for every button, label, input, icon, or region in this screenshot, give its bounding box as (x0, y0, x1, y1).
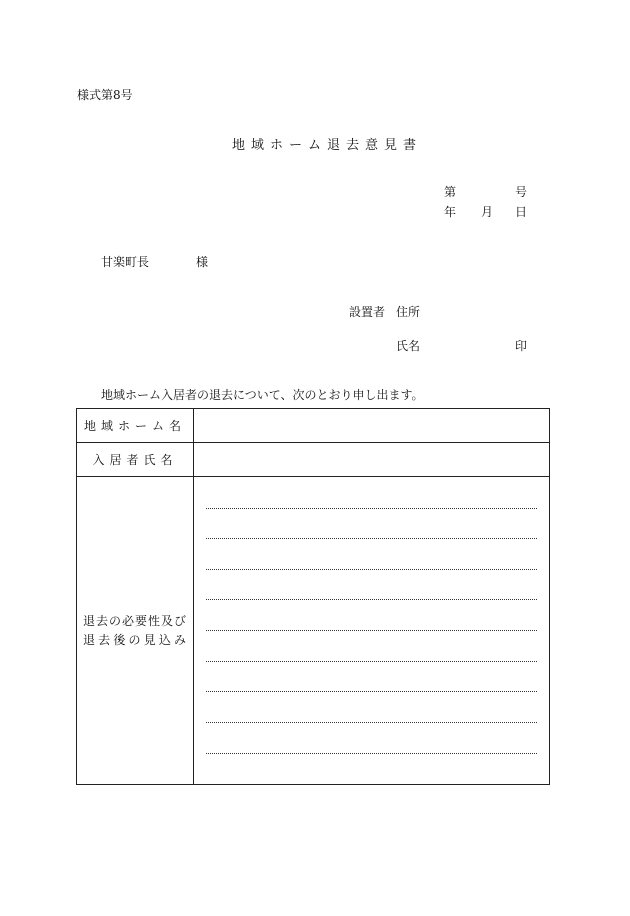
dotted-line (206, 569, 537, 570)
home-name-field[interactable] (194, 409, 550, 443)
date-year: 年 (444, 205, 457, 219)
resident-name-row (77, 443, 550, 477)
dotted-writing-lines (194, 477, 549, 784)
seal-mark: 印 (515, 339, 528, 353)
installer-address-label: 住所 (396, 305, 421, 319)
dotted-line (206, 538, 537, 539)
installer-name-label: 氏名 (396, 339, 421, 353)
dotted-line (206, 753, 537, 754)
reason-label-cell (77, 477, 194, 785)
date-day: 日 (515, 205, 528, 219)
dotted-line (206, 630, 537, 631)
dotted-line (206, 691, 537, 692)
resident-name-field[interactable] (194, 443, 550, 477)
addressee-name: 甘楽町長 (101, 255, 150, 269)
number-prefix: 第 (444, 185, 457, 199)
document-title: 地域ホーム退去意見書 (232, 138, 423, 153)
dotted-line (206, 508, 537, 509)
form-number: 様式第8号 (77, 88, 133, 102)
home-name-row (77, 409, 550, 443)
reason-label-line1: 退去の必要性及び (83, 613, 188, 628)
addressee-honorific: 様 (196, 255, 209, 269)
date-month: 月 (481, 205, 494, 219)
form-table (76, 408, 550, 785)
dotted-line (206, 661, 537, 662)
installer-label: 設置者 (349, 305, 386, 319)
resident-name-label-cell (77, 443, 194, 477)
home-name-label-cell (77, 409, 194, 443)
number-suffix: 号 (515, 185, 528, 199)
reason-label-line2: 退去後の見込み (83, 632, 187, 647)
dotted-line (206, 599, 537, 600)
reason-field[interactable] (194, 477, 550, 785)
resident-name-label: 入居者氏名 (92, 453, 178, 467)
dotted-line (206, 722, 537, 723)
reason-row (77, 477, 550, 785)
statement: 地域ホーム入居者の退去について、次のとおり申し出ます。 (101, 388, 424, 402)
home-name-label: 地域ホーム名 (83, 419, 186, 433)
